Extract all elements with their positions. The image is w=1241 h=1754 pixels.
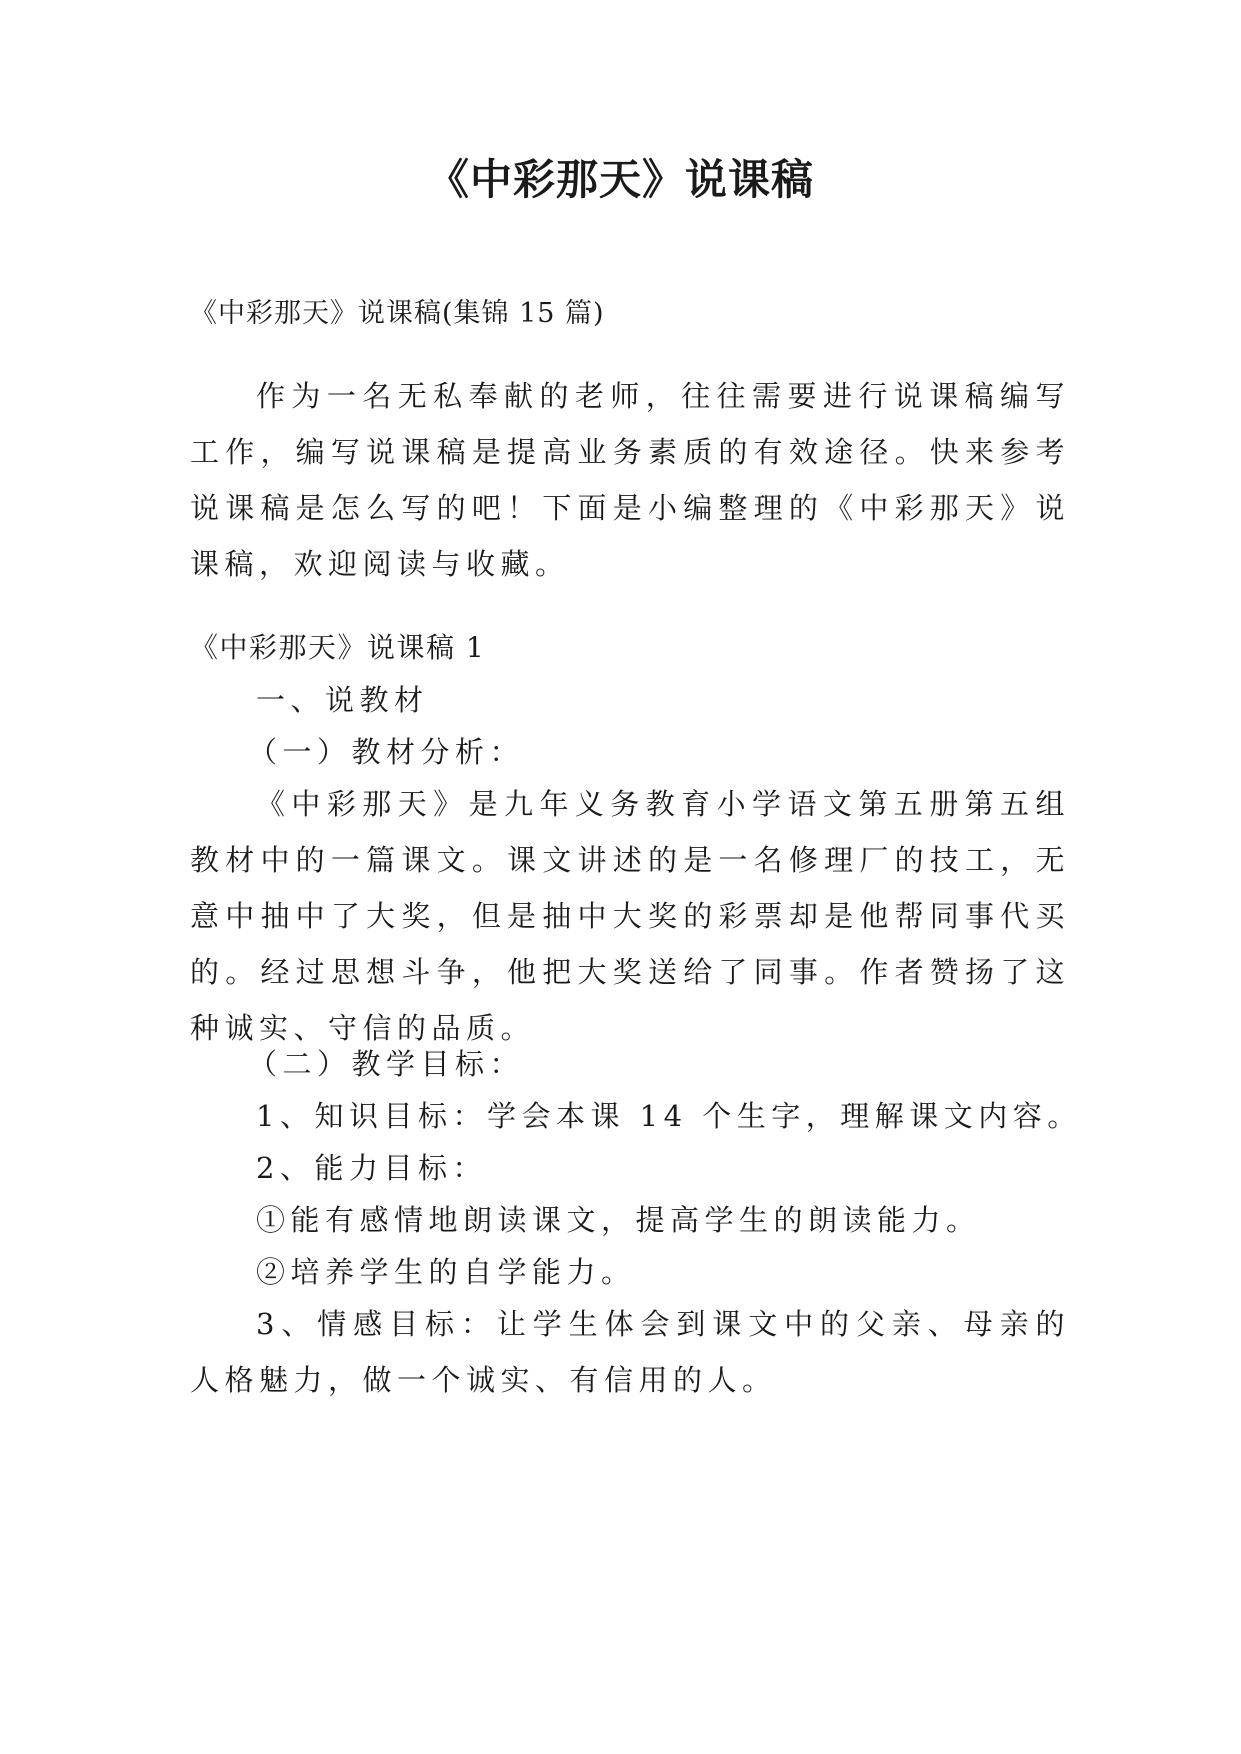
goal-ability-reading: ①能有感情地朗读课文，提高学生的朗读能力。 bbox=[256, 1203, 981, 1237]
goal-ability-self-study: ②培养学生的自学能力。 bbox=[256, 1255, 636, 1289]
analysis-paragraph: 《中彩那天》是九年义务教育小学语文第五册第五组教材中的一篇课文。课文讲述的是一名修理厂的技工，无意中抽中了大奖，但是抽中大奖的彩票却是他帮同事代买的。经过思想斗争，他把大奖送给了同事。作者赞扬了这种诚实、守信的品质。 bbox=[190, 787, 1070, 1045]
document-subtitle: 《中彩那天》说课稿(集锦 15 篇) bbox=[190, 298, 605, 329]
heading-material-analysis: （一）教材分析： bbox=[248, 735, 525, 769]
intro-paragraph: 作为一名无私奉献的老师，往往需要进行说课稿编写工作，编写说课稿是提高业务素质的有效途径。快来参考说课稿是怎么写的吧！下面是小编整理的《中彩那天》说课稿，欢迎阅读与收藏。 bbox=[190, 379, 1070, 581]
goal-knowledge: 1、知识目标：学会本课 14 个生字，理解课文内容。 bbox=[256, 1099, 1082, 1133]
heading-teaching-goals: （二）教学目标： bbox=[248, 1047, 525, 1081]
document-title: 《中彩那天》说课稿 bbox=[426, 155, 814, 204]
goal-ability: 2、能力目标： bbox=[256, 1151, 487, 1185]
heading-teaching-material: 一、说教材 bbox=[256, 683, 429, 717]
section-title: 《中彩那天》说课稿 1 bbox=[190, 631, 486, 664]
goal-emotion: 3、情感目标：让学生体会到课文中的父亲、母亲的人格魅力，做一个诚实、有信用的人。 bbox=[190, 1307, 1070, 1397]
